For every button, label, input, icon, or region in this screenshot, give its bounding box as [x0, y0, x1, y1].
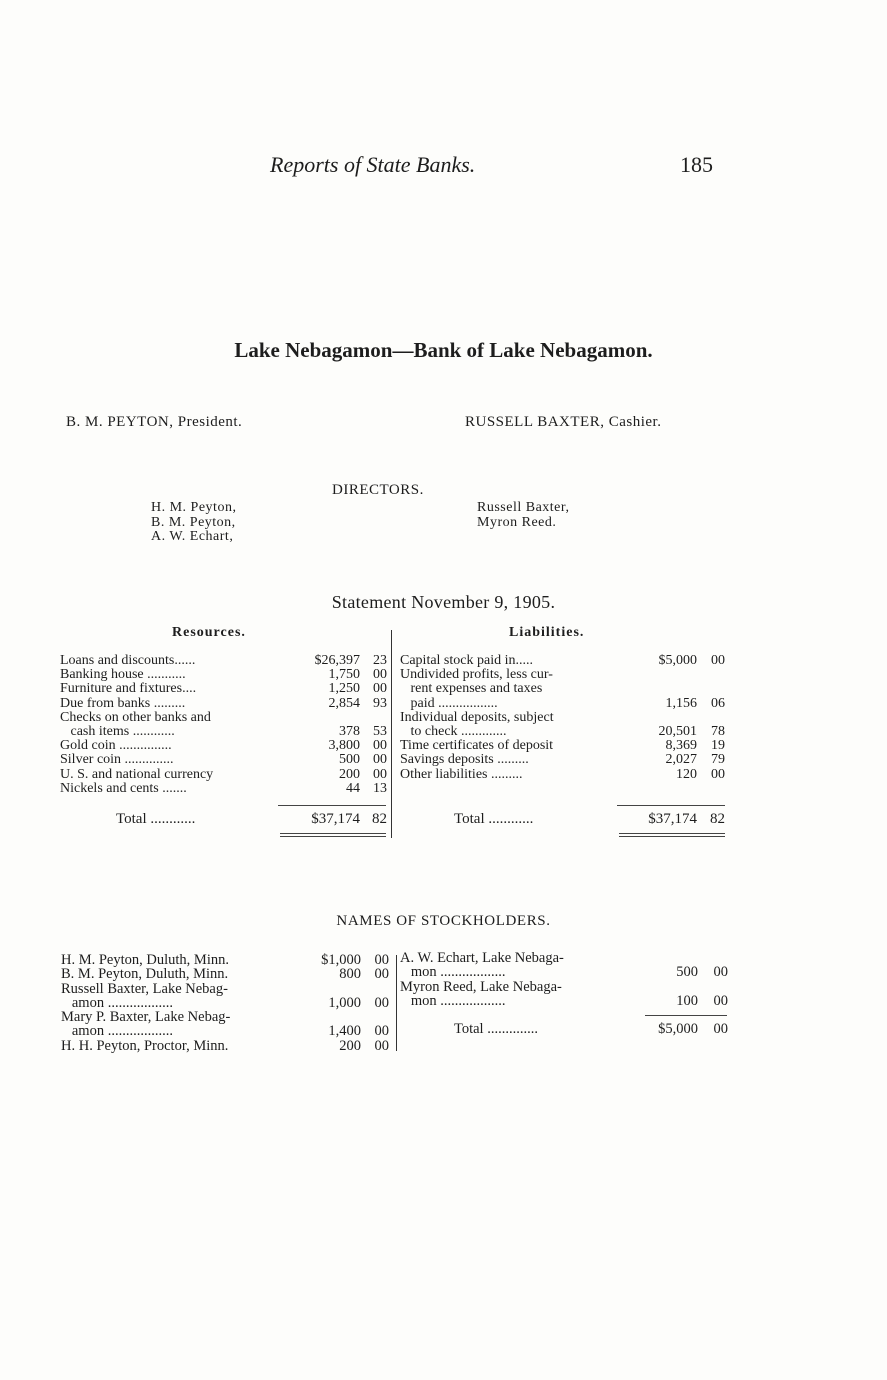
- total-cents: 82: [372, 811, 387, 827]
- resource-row: [60, 725, 390, 739]
- stockholder-amount: 1,000: [328, 994, 361, 1011]
- resource-label: Furniture and fixtures....: [60, 681, 197, 697]
- total-row: [400, 811, 727, 827]
- resource-amount: 3,800: [328, 738, 360, 754]
- total-double-rule: [280, 833, 386, 834]
- total-amount: $37,174: [648, 811, 697, 827]
- stockholder-name: mon ..................: [400, 992, 506, 1009]
- stockholder-cents: 00: [374, 994, 389, 1011]
- resource-label: Nickels and cents .......: [60, 780, 187, 796]
- stockholder-amount: 1,400: [328, 1023, 361, 1040]
- liability-amount: 120: [676, 766, 697, 782]
- resource-amount: 44: [346, 780, 360, 796]
- director-name: H. M. Peyton,: [151, 500, 237, 515]
- stockholder-cents: 00: [713, 964, 728, 981]
- liability-cents: 00: [711, 766, 725, 782]
- liability-cents: 00: [711, 653, 725, 668]
- liability-amount: $5,000: [658, 653, 697, 668]
- resource-cents: 00: [373, 766, 387, 782]
- liability-label: Savings deposits .........: [400, 752, 529, 768]
- stockholder-row: [61, 953, 391, 967]
- resources-heading: Resources.: [172, 625, 246, 640]
- stockholder-name: A. W. Echart, Lake Nebaga-: [400, 950, 564, 966]
- cashier-line: RUSSELL BAXTER, Cashier.: [465, 414, 662, 430]
- director-name: A. W. Echart,: [151, 529, 234, 544]
- liability-amount: 2,027: [665, 752, 697, 768]
- liability-amount: 8,369: [665, 738, 697, 754]
- stockholder-row: [400, 965, 728, 979]
- liability-label: Undivided profits, less cur-: [400, 667, 553, 683]
- stockholder-name: Mary P. Baxter, Lake Nebag-: [61, 1009, 231, 1026]
- stockholder-cents: 00: [374, 1037, 389, 1054]
- liability-label: Time certificates of deposit: [400, 738, 554, 754]
- stockholders-total-rule: [645, 1015, 727, 1016]
- resource-cents: 23: [373, 653, 387, 668]
- resource-label: Silver coin ..............: [60, 752, 174, 768]
- resource-label: cash items ............: [60, 723, 175, 739]
- liability-row: [400, 697, 727, 711]
- stockholder-row: [61, 996, 391, 1010]
- stockholder-row: [61, 1039, 391, 1053]
- liability-row: [400, 654, 727, 668]
- directors-right-column: [477, 501, 569, 530]
- directors-left-column: [151, 501, 236, 545]
- total-amount: $5,000: [658, 1021, 698, 1037]
- resource-amount: 500: [339, 752, 360, 768]
- resource-cents: 13: [373, 780, 387, 796]
- resource-row: [60, 654, 390, 668]
- stockholder-name: amon ..................: [61, 994, 173, 1011]
- resource-label: Checks on other banks and: [60, 709, 211, 725]
- stockholder-row: [61, 1024, 391, 1038]
- stockholder-amount: $1,000: [321, 952, 361, 968]
- director-name: Russell Baxter,: [477, 500, 570, 515]
- resource-label: U. S. and national currency: [60, 766, 214, 782]
- stockholder-row: [400, 951, 728, 965]
- resource-row: [60, 682, 390, 696]
- column-divider: [391, 630, 392, 838]
- resource-row: [60, 753, 390, 767]
- stockholder-name: amon ..................: [61, 1023, 173, 1040]
- total-label: Total ............: [116, 811, 196, 827]
- liability-label: to check .............: [400, 723, 507, 739]
- liabilities-heading: Liabilities.: [509, 625, 585, 640]
- resource-row: [60, 768, 390, 782]
- stockholders-heading: NAMES OF STOCKHOLDERS.: [336, 913, 551, 929]
- director-name: B. M. Peyton,: [151, 514, 236, 530]
- stockholder-name: Russell Baxter, Lake Nebag-: [61, 980, 228, 997]
- liability-row: [400, 753, 727, 767]
- stockholder-cents: 00: [374, 952, 389, 968]
- liability-amount: 20,501: [658, 723, 697, 739]
- stockholders-total: [400, 1021, 728, 1037]
- liability-cents: 78: [711, 723, 725, 739]
- liability-row: [400, 768, 727, 782]
- resource-row: [60, 697, 390, 711]
- resource-amount: 1,750: [328, 667, 360, 683]
- subtotal-rule: [278, 805, 386, 806]
- resource-cents: 00: [373, 681, 387, 697]
- liability-label: Capital stock paid in.....: [400, 653, 533, 668]
- resource-amount: 200: [339, 766, 360, 782]
- director-name: Myron Reed.: [477, 514, 557, 530]
- stockholder-name: Myron Reed, Lake Nebaga-: [400, 978, 562, 995]
- total-row: [400, 1021, 728, 1037]
- stockholder-name: B. M. Peyton, Duluth, Minn.: [61, 966, 229, 983]
- stockholder-amount: 800: [339, 966, 361, 983]
- directors-heading: DIRECTORS.: [332, 482, 424, 498]
- resource-amount: 378: [339, 723, 360, 739]
- resource-amount: 2,854: [328, 695, 360, 711]
- liability-amount: 1,156: [665, 695, 697, 711]
- stockholder-name: mon ..................: [400, 964, 506, 981]
- stockholder-amount: 100: [676, 992, 698, 1009]
- stockholders-divider: [396, 955, 397, 1051]
- stockholder-row: [400, 994, 728, 1008]
- liability-label: paid .................: [400, 695, 498, 711]
- resource-cents: 00: [373, 667, 387, 683]
- resource-amount: 1,250: [328, 681, 360, 697]
- liability-row: [400, 668, 727, 682]
- resource-cents: 00: [373, 738, 387, 754]
- liability-label: Other liabilities .........: [400, 766, 523, 782]
- resource-label: Loans and discounts......: [60, 653, 196, 668]
- total-amount: $37,174: [311, 811, 360, 827]
- resource-label: Due from banks .........: [60, 695, 186, 711]
- liabilities-total: [400, 811, 727, 827]
- resource-cents: 00: [373, 752, 387, 768]
- bank-title: Lake Nebagamon—Bank of Lake Nebagamon.: [234, 338, 653, 362]
- stockholders-left-list: [61, 953, 391, 1053]
- liability-row: [400, 711, 727, 725]
- resource-cents: 53: [373, 723, 387, 739]
- stockholder-row: [61, 967, 391, 981]
- total-double-rule: [280, 836, 386, 837]
- stockholder-name: H. M. Peyton, Duluth, Minn.: [61, 952, 229, 968]
- liability-cents: 79: [711, 752, 725, 768]
- liability-label: Individual deposits, subject: [400, 709, 554, 725]
- resource-row: [60, 711, 390, 725]
- stockholder-cents: 00: [374, 966, 389, 983]
- resources-list: [60, 654, 390, 796]
- stockholder-name: H. H. Peyton, Proctor, Minn.: [61, 1037, 229, 1054]
- liabilities-list: [400, 654, 727, 782]
- subtotal-rule: [617, 805, 725, 806]
- total-cents: 00: [713, 1021, 728, 1037]
- total-row: [60, 811, 390, 827]
- stockholder-row: [400, 980, 728, 994]
- liability-label: rent expenses and taxes: [400, 681, 543, 697]
- statement-title: Statement November 9, 1905.: [331, 592, 556, 612]
- total-double-rule: [619, 833, 725, 834]
- page-number: 185: [680, 152, 713, 177]
- president-line: B. M. PEYTON, President.: [66, 414, 243, 430]
- resource-label: Banking house ...........: [60, 667, 186, 683]
- resource-row: [60, 668, 390, 682]
- stockholders-right-list: [400, 951, 728, 1008]
- running-header-title: Reports of State Banks.: [270, 152, 476, 177]
- total-label: Total ..............: [454, 1021, 538, 1037]
- total-double-rule: [619, 836, 725, 837]
- resource-label: Gold coin ...............: [60, 738, 172, 754]
- liability-row: [400, 682, 727, 696]
- stockholder-cents: 00: [713, 992, 728, 1009]
- stockholder-amount: 200: [339, 1037, 361, 1054]
- resource-cents: 93: [373, 695, 387, 711]
- total-label: Total ............: [454, 811, 534, 827]
- stockholder-amount: 500: [676, 964, 698, 981]
- stockholder-row: [61, 1010, 391, 1024]
- resource-row: [60, 739, 390, 753]
- liability-row: [400, 739, 727, 753]
- stockholder-row: [61, 982, 391, 996]
- liability-row: [400, 725, 727, 739]
- resource-row: [60, 782, 390, 796]
- liability-cents: 19: [711, 738, 725, 754]
- resources-total: [60, 811, 390, 827]
- resource-amount: $26,397: [314, 653, 360, 668]
- liability-cents: 06: [711, 695, 725, 711]
- stockholder-cents: 00: [374, 1023, 389, 1040]
- total-cents: 82: [710, 811, 725, 827]
